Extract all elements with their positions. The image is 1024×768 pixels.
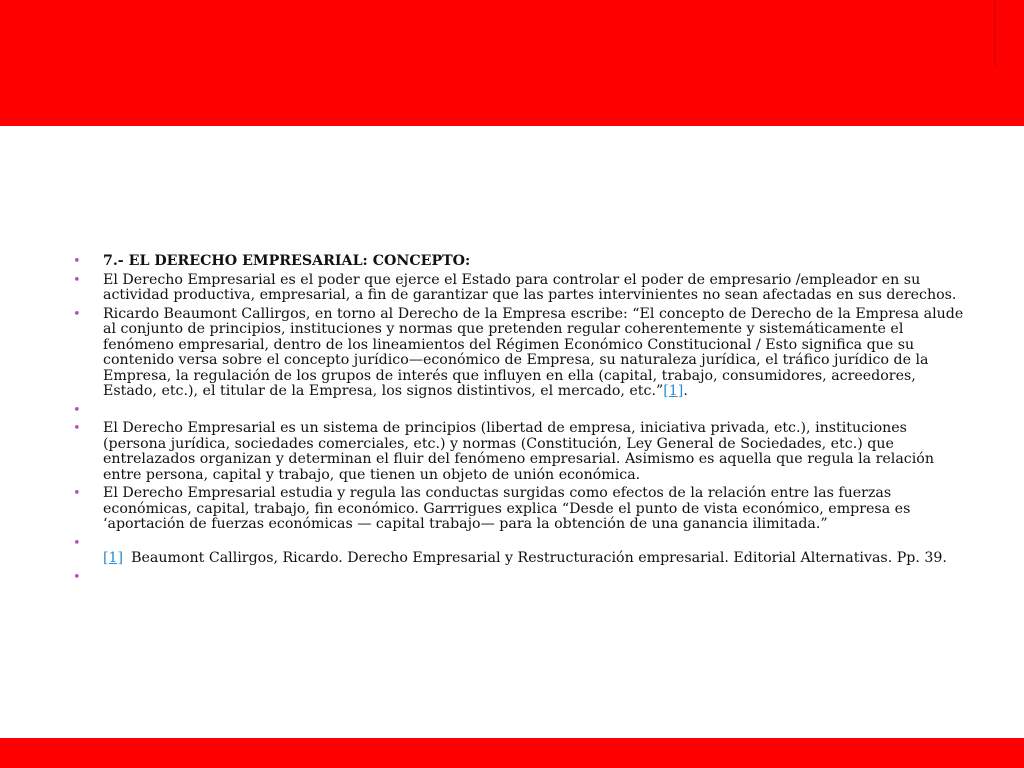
- bullet-icon: •: [73, 254, 81, 269]
- bullet-list: [70, 254, 970, 588]
- footnote-link[interactable]: [1]: [663, 383, 684, 399]
- bullet-icon: •: [73, 402, 81, 418]
- list-item-empty: [70, 403, 970, 419]
- paragraph-end-punctuation: .: [683, 383, 688, 399]
- top-red-band: [0, 0, 1024, 126]
- paragraph-beaumont-quote: Ricardo Beaumont Callirgos, en torno al Derecho de la Empresa escribe: “El concepto de Derecho de la Empresa alude al conjunto de principios, instituciones y normas que pretenden regular coherentemente y sistemáticamente el fenómeno empresarial, dentro de los lineamientos del Régimen Económico Constitucional / Esto significa que su contenido versa sobre el concepto jurídico—económico de Empresa, su naturaleza jurídica, el tráfico jurídico de la Empresa, la regulación de los grupos de interés que influyen en ella (capital, trabajo, consumidores, acreedores, Estado, etc.), el titular de la Empresa, los signos distintivos, el mercado, etc.”: [103, 305, 964, 399]
- bullet-icon: •: [73, 272, 81, 288]
- paragraph-garrigues-quote: El Derecho Empresarial estudia y regula las conductas surgidas como efectos de la relación entre las fuerzas económicas, capital, trabajo, fin económico. Garrrigues explica “Desde el punto de vista económico, empresa es ‘aportación de fuerzas económicas — capital trabajo— para la obtención de una ganancia ilimitada.”: [103, 485, 911, 532]
- list-item-footnote: [70, 536, 970, 567]
- bullet-icon: •: [73, 486, 81, 501]
- bullet-icon: •: [73, 535, 81, 551]
- section-heading: 7.- EL DERECHO EMPRESARIAL: CONCEPTO:: [103, 253, 471, 269]
- paragraph-system-definition: El Derecho Empresarial es un sistema de principios (libertad de empresa, iniciativa privada, etc.), instituciones (persona jurídica, sociedades comerciales, etc.) y normas (Constitución, Ley General de Sociedades, etc.) que entrelazados organizan y determinan el fluir del fenómeno empresarial. Asimismo es aquella que regula la relación entre persona, capital y trabajo, que tienen un objeto de unión económica.: [103, 420, 934, 483]
- bullet-icon: •: [73, 306, 81, 322]
- bullet-icon: •: [73, 569, 81, 585]
- list-item-empty: [70, 570, 970, 586]
- bullet-icon: •: [73, 421, 81, 436]
- bottom-red-band: [0, 738, 1024, 768]
- list-item-garrigues-quote: [70, 486, 970, 533]
- list-item-heading: [70, 254, 970, 270]
- top-band-divider: [994, 0, 996, 66]
- footnote-back-link[interactable]: [1]: [103, 550, 124, 566]
- paragraph-definition: El Derecho Empresarial es el poder que ejerce el Estado para controlar el poder de empresario /empleador en su actividad productiva, empresarial, a fin de garantizar que las partes intervinientes no sean afectadas en sus derechos.: [103, 271, 957, 303]
- list-item-beaumont-quote: [70, 307, 970, 400]
- list-item-system-definition: [70, 421, 970, 483]
- footnote-text: Beaumont Callirgos, Ricardo. Derecho Empresarial y Restructuración empresarial. Editorial Alternativas. Pp. 39.: [131, 550, 947, 566]
- list-item-definition: [70, 273, 970, 304]
